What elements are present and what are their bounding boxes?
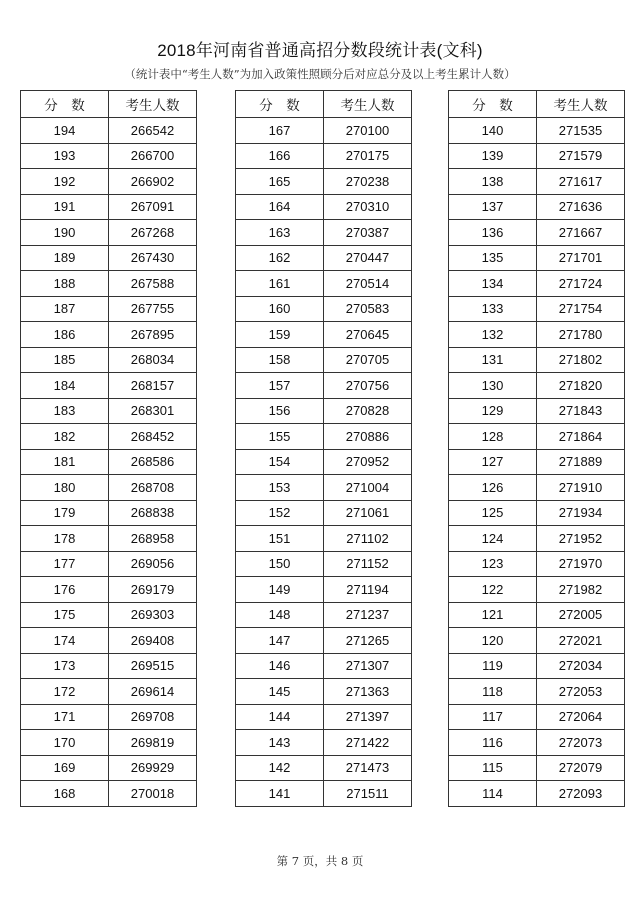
score-table-2 [235,90,412,807]
page-number: 第 7 页，共 8 页 [276,854,364,868]
count-cell: 271102 [324,526,412,552]
count-cell: 268838 [109,500,197,526]
table-row [21,347,197,373]
count-cell: 271910 [537,475,625,501]
table-row [21,577,197,603]
table-row [449,577,625,603]
score-cell: 162 [236,245,324,271]
count-cell: 271843 [537,398,625,424]
table-row [449,679,625,705]
score-cell: 155 [236,424,324,450]
score-cell: 176 [21,577,109,603]
table-row [236,296,412,322]
score-cell: 140 [449,118,537,144]
score-cell: 133 [449,296,537,322]
table-row [236,271,412,297]
table-row [21,143,197,169]
score-cell: 187 [21,296,109,322]
score-cell: 152 [236,500,324,526]
count-cell: 269303 [109,602,197,628]
score-cell: 156 [236,398,324,424]
score-cell: 130 [449,373,537,399]
count-cell: 269929 [109,755,197,781]
score-cell: 145 [236,679,324,705]
count-cell: 270756 [324,373,412,399]
table-row [449,781,625,807]
table-row [236,730,412,756]
count-cell: 271511 [324,781,412,807]
score-cell: 191 [21,194,109,220]
table-row [449,500,625,526]
count-cell: 271952 [537,526,625,552]
table-row [236,398,412,424]
score-table-1 [20,90,197,807]
count-cell: 270387 [324,220,412,246]
table-row [21,169,197,195]
table-row [236,475,412,501]
count-cell: 270100 [324,118,412,144]
score-cell: 141 [236,781,324,807]
score-cell: 118 [449,679,537,705]
table-row [21,755,197,781]
table-row [449,653,625,679]
score-cell: 185 [21,347,109,373]
count-cell: 271422 [324,730,412,756]
count-cell: 267588 [109,271,197,297]
count-cell: 269179 [109,577,197,603]
count-cell: 270645 [324,322,412,348]
score-cell: 163 [236,220,324,246]
table-row [21,424,197,450]
table-row [21,475,197,501]
score-cell: 158 [236,347,324,373]
table-row [236,526,412,552]
table-row [449,602,625,628]
count-header: 考生人数 [537,91,625,118]
table-row [236,577,412,603]
score-cell: 144 [236,704,324,730]
table-row [236,704,412,730]
score-cell: 164 [236,194,324,220]
score-cell: 127 [449,449,537,475]
count-cell: 272005 [537,602,625,628]
score-cell: 178 [21,526,109,552]
count-cell: 266902 [109,169,197,195]
count-cell: 268708 [109,475,197,501]
count-cell: 268586 [109,449,197,475]
table-row [21,679,197,705]
score-cell: 169 [21,755,109,781]
header-row [449,91,625,118]
score-cell: 131 [449,347,537,373]
score-cell: 143 [236,730,324,756]
count-cell: 271535 [537,118,625,144]
count-cell: 271237 [324,602,412,628]
count-cell: 270952 [324,449,412,475]
score-cell: 121 [449,602,537,628]
table-row [21,398,197,424]
count-cell: 270886 [324,424,412,450]
score-cell: 135 [449,245,537,271]
count-cell: 272053 [537,679,625,705]
count-cell: 268157 [109,373,197,399]
table-row [236,194,412,220]
score-cell: 134 [449,271,537,297]
count-cell: 270238 [324,169,412,195]
score-cell: 128 [449,424,537,450]
score-cell: 186 [21,322,109,348]
score-header: 分 数 [21,91,109,118]
count-cell: 269819 [109,730,197,756]
score-cell: 139 [449,143,537,169]
count-cell: 271864 [537,424,625,450]
count-cell: 269056 [109,551,197,577]
table-row [449,373,625,399]
score-cell: 119 [449,653,537,679]
table-row [449,704,625,730]
table-row [21,118,197,144]
table-row [236,347,412,373]
count-cell: 271820 [537,373,625,399]
score-cell: 146 [236,653,324,679]
score-cell: 175 [21,602,109,628]
table-row [21,704,197,730]
table-row [449,475,625,501]
table-row [21,322,197,348]
count-cell: 272021 [537,628,625,654]
table-row [21,602,197,628]
count-cell: 270447 [324,245,412,271]
table-row [449,220,625,246]
count-cell: 271667 [537,220,625,246]
score-cell: 124 [449,526,537,552]
count-cell: 267268 [109,220,197,246]
score-cell: 116 [449,730,537,756]
table-row [236,602,412,628]
table-row [449,271,625,297]
score-cell: 159 [236,322,324,348]
score-cell: 167 [236,118,324,144]
score-cell: 154 [236,449,324,475]
score-cell: 183 [21,398,109,424]
page-subtitle: （统计表中“考生人数”为加入政策性照顾分后对应总分及以上考生累计人数） [124,67,516,81]
count-cell: 267755 [109,296,197,322]
table-row [21,551,197,577]
count-cell: 271889 [537,449,625,475]
count-cell: 270310 [324,194,412,220]
header-row [21,91,197,118]
table-row [236,118,412,144]
count-cell: 271579 [537,143,625,169]
header-row [236,91,412,118]
table-row [449,398,625,424]
score-cell: 147 [236,628,324,654]
table-row [449,755,625,781]
table-row [21,245,197,271]
table-row [449,449,625,475]
count-cell: 269708 [109,704,197,730]
count-cell: 271004 [324,475,412,501]
count-cell: 268452 [109,424,197,450]
table-row [21,526,197,552]
score-cell: 114 [449,781,537,807]
count-cell: 266542 [109,118,197,144]
table-row [449,628,625,654]
count-cell: 272034 [537,653,625,679]
table-row [21,296,197,322]
table-row [236,679,412,705]
score-cell: 194 [21,118,109,144]
count-cell: 270018 [109,781,197,807]
score-cell: 136 [449,220,537,246]
count-cell: 272079 [537,755,625,781]
score-cell: 172 [21,679,109,705]
score-cell: 157 [236,373,324,399]
page-title: 2018年河南省普通高招分数段统计表(文科) [157,41,483,60]
score-cell: 142 [236,755,324,781]
score-cell: 120 [449,628,537,654]
count-cell: 271934 [537,500,625,526]
table-row [449,526,625,552]
count-cell: 271701 [537,245,625,271]
count-cell: 271724 [537,271,625,297]
score-cell: 166 [236,143,324,169]
count-cell: 270583 [324,296,412,322]
score-cell: 137 [449,194,537,220]
score-cell: 171 [21,704,109,730]
score-cell: 150 [236,551,324,577]
count-cell: 272064 [537,704,625,730]
table-row [236,755,412,781]
count-cell: 267895 [109,322,197,348]
table-row [236,322,412,348]
score-cell: 151 [236,526,324,552]
score-cell: 184 [21,373,109,399]
count-cell: 267091 [109,194,197,220]
table-row [449,730,625,756]
score-header: 分 数 [449,91,537,118]
score-cell: 188 [21,271,109,297]
table-row [21,194,197,220]
score-cell: 180 [21,475,109,501]
score-cell: 182 [21,424,109,450]
table-row [236,143,412,169]
count-cell: 272093 [537,781,625,807]
table-row [236,424,412,450]
table-row [449,143,625,169]
count-cell: 268958 [109,526,197,552]
score-cell: 177 [21,551,109,577]
count-cell: 268034 [109,347,197,373]
table-row [449,347,625,373]
count-cell: 270828 [324,398,412,424]
count-cell: 271754 [537,296,625,322]
table-row [449,296,625,322]
count-cell: 271802 [537,347,625,373]
count-cell: 271152 [324,551,412,577]
count-cell: 271617 [537,169,625,195]
table-row [449,169,625,195]
table-row [236,449,412,475]
count-cell: 271397 [324,704,412,730]
table-row [449,322,625,348]
score-cell: 173 [21,653,109,679]
table-row [449,118,625,144]
score-cell: 160 [236,296,324,322]
table-row [21,653,197,679]
table-row [21,730,197,756]
count-cell: 270514 [324,271,412,297]
table-row [21,628,197,654]
count-cell: 266700 [109,143,197,169]
table-row [449,551,625,577]
score-cell: 181 [21,449,109,475]
count-cell: 271265 [324,628,412,654]
table-row [21,500,197,526]
score-cell: 153 [236,475,324,501]
table-row [236,653,412,679]
count-cell: 271363 [324,679,412,705]
count-cell: 269515 [109,653,197,679]
table-row [21,781,197,807]
score-cell: 148 [236,602,324,628]
count-cell: 267430 [109,245,197,271]
table-row [449,194,625,220]
score-cell: 170 [21,730,109,756]
score-table-3 [448,90,625,807]
score-cell: 174 [21,628,109,654]
table-row [21,271,197,297]
score-cell: 126 [449,475,537,501]
table-row [21,373,197,399]
table-row [236,781,412,807]
score-cell: 189 [21,245,109,271]
count-cell: 269614 [109,679,197,705]
score-cell: 190 [21,220,109,246]
table-row [236,245,412,271]
table-row [449,424,625,450]
count-cell: 271061 [324,500,412,526]
score-cell: 138 [449,169,537,195]
score-cell: 125 [449,500,537,526]
count-cell: 269408 [109,628,197,654]
table-row [236,220,412,246]
count-header: 考生人数 [109,91,197,118]
score-cell: 149 [236,577,324,603]
count-cell: 271780 [537,322,625,348]
count-cell: 270175 [324,143,412,169]
score-cell: 122 [449,577,537,603]
score-cell: 165 [236,169,324,195]
count-cell: 271194 [324,577,412,603]
score-cell: 192 [21,169,109,195]
count-cell: 271307 [324,653,412,679]
table-row [236,373,412,399]
score-cell: 117 [449,704,537,730]
score-cell: 123 [449,551,537,577]
count-cell: 271636 [537,194,625,220]
count-cell: 271970 [537,551,625,577]
table-row [236,628,412,654]
score-cell: 179 [21,500,109,526]
score-cell: 193 [21,143,109,169]
table-row [21,220,197,246]
count-header: 考生人数 [324,91,412,118]
table-row [236,500,412,526]
count-cell: 270705 [324,347,412,373]
score-cell: 161 [236,271,324,297]
score-cell: 115 [449,755,537,781]
count-cell: 271473 [324,755,412,781]
table-row [21,449,197,475]
score-cell: 129 [449,398,537,424]
count-cell: 272073 [537,730,625,756]
table-row [236,551,412,577]
score-cell: 132 [449,322,537,348]
table-row [236,169,412,195]
table-row [449,245,625,271]
score-header: 分 数 [236,91,324,118]
count-cell: 268301 [109,398,197,424]
score-cell: 168 [21,781,109,807]
count-cell: 271982 [537,577,625,603]
